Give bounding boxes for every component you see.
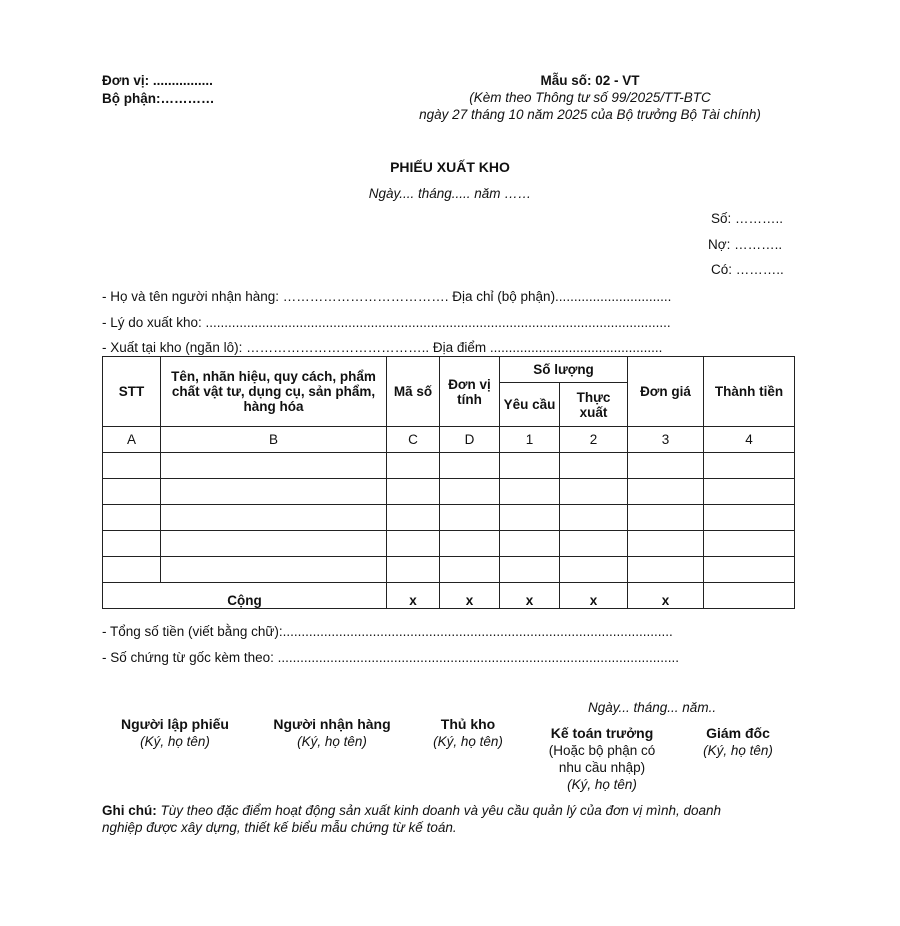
signature-preparer <box>110 716 240 750</box>
storekeeper-title: Thủ kho <box>440 716 496 732</box>
receiver-field: - Họ và tên người nhận hàng: ………………………………. Địa chỉ (bộ phận)............................... <box>102 289 672 304</box>
preparer-title: Người lập phiếu <box>121 716 229 732</box>
receiver-title: Người nhận hàng <box>273 716 391 732</box>
storekeeper-sub: (Ký, họ tên) <box>433 734 503 749</box>
director-title: Giám đốc <box>706 725 770 741</box>
ref-no: Nợ: ……….. <box>708 237 783 252</box>
total-mark: x <box>387 583 440 609</box>
department-label: Bộ phận:………… <box>102 91 215 106</box>
circular-line2: ngày 27 tháng 10 năm 2025 của Bộ trưởng Bộ Tài chính) <box>419 107 761 122</box>
total-words-field: - Tổng số tiền (viết bằng chữ):........................................................................................................ <box>102 624 673 639</box>
total-amount <box>704 583 795 609</box>
header-stt: STT <box>103 357 161 427</box>
table-row <box>103 505 795 531</box>
total-row <box>103 583 795 609</box>
index-cell: C <box>387 427 440 453</box>
header-unit: Đơn vị tính <box>440 357 500 427</box>
note <box>102 803 721 818</box>
chief-accountant-note1: (Hoặc bộ phận có <box>548 743 656 758</box>
page-title: PHIẾU XUẤT KHO <box>390 159 510 175</box>
reason-field: - Lý do xuất kho: ............................................................................................................................ <box>102 315 671 330</box>
header-qty-actual: Thực xuất <box>560 383 628 427</box>
warehouse-field: - Xuất tại kho (ngăn lô): ………………………………….. Địa điểm .............................................. <box>102 340 663 355</box>
note-text-line2: nghiệp được xây dựng, thiết kế biểu mẫu chứng từ kế toán. <box>102 820 457 835</box>
table-row <box>103 479 795 505</box>
signature-storekeeper <box>418 716 518 750</box>
director-sub: (Ký, họ tên) <box>703 743 773 758</box>
unit-label: Đơn vị: ................ <box>102 73 213 88</box>
attached-docs-field: - Số chứng từ gốc kèm theo: ........................................................................................................... <box>102 650 679 665</box>
date-line: Ngày.... tháng..... năm …… <box>368 186 532 201</box>
index-cell: 4 <box>704 427 795 453</box>
index-cell: 1 <box>500 427 560 453</box>
ref-so: Số: ……….. <box>711 211 784 226</box>
total-mark: x <box>560 583 628 609</box>
header-item-name: Tên, nhãn hiệu, quy cách, phẩm chất vật tư, dụng cụ, sản phẩm, hàng hóa <box>161 357 387 427</box>
header-unit-price: Đơn giá <box>628 357 704 427</box>
index-cell: A <box>103 427 161 453</box>
total-mark: x <box>628 583 704 609</box>
header-quantity: Số lượng <box>500 357 628 383</box>
items-table <box>102 356 795 609</box>
table-row <box>103 453 795 479</box>
table-row <box>103 557 795 583</box>
signature-chief-accountant <box>532 725 672 793</box>
total-mark: x <box>440 583 500 609</box>
table-row <box>103 531 795 557</box>
signature-date: Ngày... tháng... năm.. <box>588 700 717 715</box>
chief-accountant-note2: nhu cầu nhập) <box>558 760 646 775</box>
index-cell: D <box>440 427 500 453</box>
ref-co: Có: ……….. <box>711 262 784 277</box>
receiver-sub: (Ký, họ tên) <box>297 734 367 749</box>
preparer-sub: (Ký, họ tên) <box>140 734 210 749</box>
index-cell: 3 <box>628 427 704 453</box>
total-mark: x <box>500 583 560 609</box>
header-qty-requested: Yêu cầu <box>500 383 560 427</box>
chief-accountant-sub: (Ký, họ tên) <box>567 777 637 792</box>
form-code: Mẫu số: 02 - VT <box>540 73 640 88</box>
circular-line1: (Kèm theo Thông tư số 99/2025/TT-BTC <box>469 90 711 105</box>
index-cell: 2 <box>560 427 628 453</box>
signature-director <box>686 725 790 759</box>
header-amount: Thành tiền <box>704 357 795 427</box>
signature-receiver <box>262 716 402 750</box>
index-cell: B <box>161 427 387 453</box>
index-row <box>103 427 795 453</box>
chief-accountant-title: Kế toán trưởng <box>550 725 654 741</box>
note-label: Ghi chú: <box>102 803 157 818</box>
total-label: Cộng <box>103 583 387 609</box>
note-text-line1: Tùy theo đặc điểm hoạt động sản xuất kinh doanh và yêu cầu quản lý của đơn vị mình, doanh <box>156 803 722 818</box>
header-code: Mã số <box>387 357 440 427</box>
